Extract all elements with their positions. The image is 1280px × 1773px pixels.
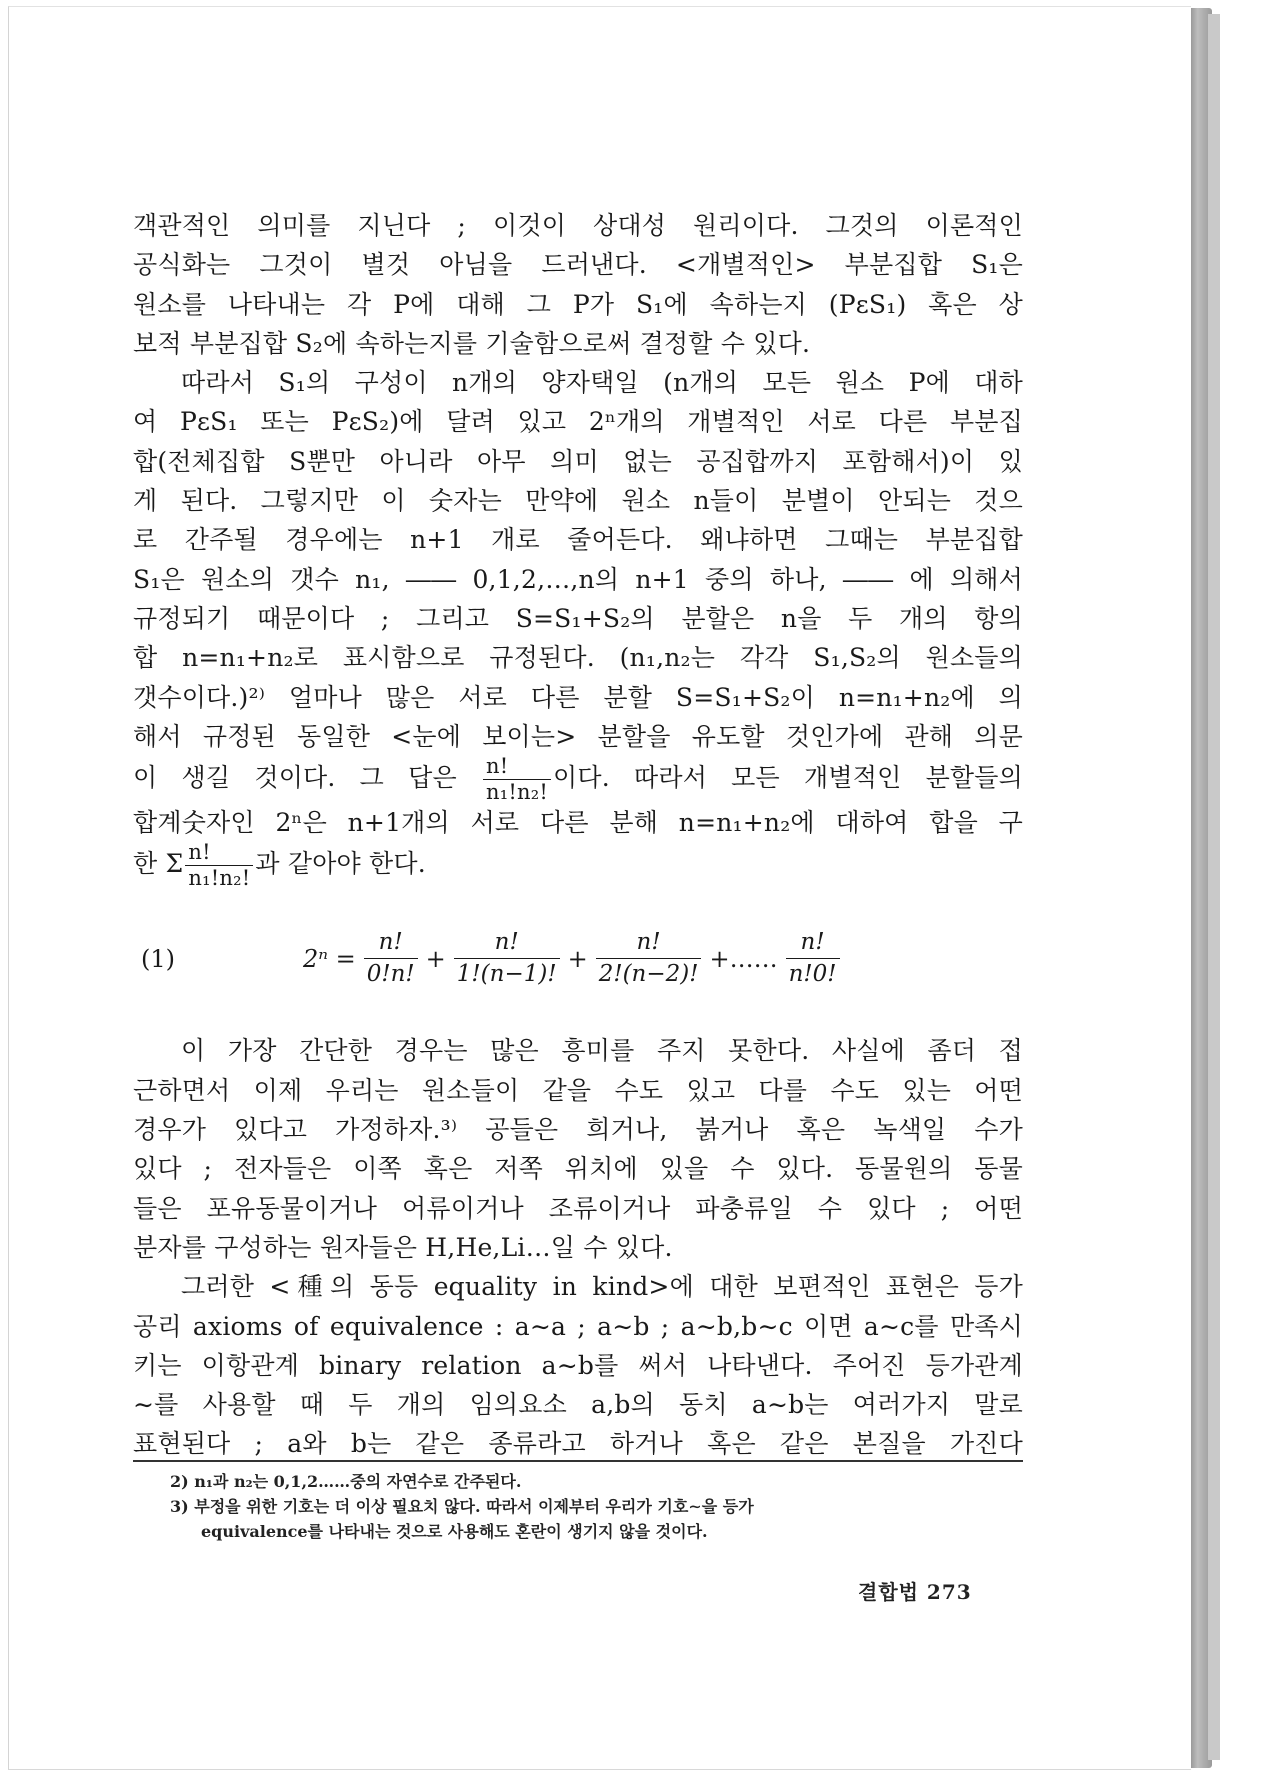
fraction-denominator: 0!n! — [366, 961, 415, 988]
display-equation — [133, 931, 1023, 995]
text-line: 원소를 나타내는 각 P에 대해 그 P가 S₁에 속하는지 (PεS₁) 혹은 상 — [133, 289, 1023, 319]
page-edge-stack — [1208, 14, 1220, 1760]
text-line: 근하면서 이제 우리는 원소들이 같을 수도 있고 다를 수도 있는 어떤 — [133, 1075, 1023, 1105]
equation-term — [596, 931, 702, 986]
fraction-denominator: n₁!n₂! — [486, 780, 548, 805]
equation-term — [454, 931, 560, 986]
text-line: 로 간주될 경우에는 n+1 개로 줄어든다. 왜냐하면 그때는 부분집합 — [133, 525, 1023, 555]
footnote-3: 3) 부정을 위한 기호는 더 이상 필요치 않다. 따라서 이제부터 우리가 기호∼을 등가 — [170, 1497, 754, 1516]
text-line: 공식화는 그것이 별것 아님을 드러낸다. <개별적인> 부분집합 S₁은 — [133, 250, 1023, 280]
fraction-denominator: n!0! — [788, 961, 837, 988]
running-footer-page-number: 결합법 273 — [858, 1580, 972, 1604]
text-run: 한 Σ — [133, 849, 184, 879]
paragraph-2 — [133, 363, 1023, 889]
text-line: 그러한 <種의 동등 equality in kind>에 대한 보편적인 표현은 등가 — [181, 1272, 1023, 1302]
plus-sign: + — [425, 944, 446, 973]
text-line: 여 PεS₁ 또는 PεS₂)에 달려 있고 2ⁿ개의 개별적인 서로 다른 부분집 — [133, 407, 1023, 437]
text-line: 공리 axioms of equivalence : a∼a ; a∼b ; a∼b,b∼c 이면 a∼c를 만족시 — [133, 1311, 1023, 1341]
text-run: 과 같아야 한다. — [255, 849, 426, 879]
equation-term — [364, 931, 418, 986]
footnote-divider — [133, 1460, 1023, 1462]
text-line: 분자를 구성하는 원자들은 H,He,Li…일 수 있다. — [133, 1232, 673, 1262]
fraction-numerator: n! — [364, 931, 418, 959]
fraction-denominator: 1!(n−1)! — [456, 961, 557, 988]
text-run: 이다. 따라서 모든 개별적인 분할들의 — [553, 763, 1023, 793]
fraction-numerator: n! — [185, 842, 253, 866]
text-line: 객관적인 의미를 지닌다 ; 이것이 상대성 원리이다. 그것의 이론적인 — [133, 211, 1023, 240]
equation-body — [303, 931, 842, 986]
text-line: 있다 ; 전자들은 이쪽 혹은 저쪽 위치에 있을 수 있다. 동물원의 동물 — [133, 1154, 1023, 1184]
text-line: 따라서 S₁의 구성이 n개의 양자택일 (n개의 모든 원소 P에 대하 — [181, 368, 1023, 398]
fraction-numerator: n! — [596, 931, 702, 959]
text-run: 이 생길 것이다. 그 답은 — [133, 763, 482, 793]
fraction-numerator: n! — [483, 756, 551, 780]
equation-number: (1) — [141, 945, 175, 974]
text-line: 합계숫자인 2ⁿ은 n+1개의 서로 다른 분해 n=n₁+n₂에 대하여 합을 구 — [133, 808, 1023, 838]
paragraph-1 — [133, 206, 1023, 363]
text-line-with-fraction — [133, 756, 1023, 803]
text-line: 이 가장 간단한 경우는 많은 흥미를 주지 못한다. 사실에 좀더 접 — [181, 1036, 1023, 1066]
fraction-denominator: n₁!n₂! — [188, 866, 251, 891]
text-line: 보적 부분집합 S₂에 속하는지를 기술함으로써 결정할 수 있다. — [133, 328, 811, 358]
footnotes — [170, 1469, 1020, 1544]
text-line: 규정되기 때문이다 ; 그리고 S=S₁+S₂의 분할은 n을 두 개의 항의 — [133, 603, 1023, 633]
equation-term — [786, 931, 840, 986]
text-line: 합(전체집합 S뿐만 아니라 아무 의미 없는 공집합까지 포함해서)이 있 — [133, 446, 1023, 476]
text-line: 경우가 있다고 가정하자.³⁾ 공들은 희거나, 붉거나 혹은 녹색일 수가 — [133, 1115, 1023, 1145]
paragraph-3 — [133, 1031, 1023, 1267]
text-line: 합 n=n₁+n₂로 표시함으로 규정된다. (n₁,n₂는 각각 S₁,S₂의 원소들의 — [133, 643, 1023, 673]
plus-ellipsis: +…… — [709, 944, 778, 973]
text-line: 들은 포유동물이거나 어류이거나 조류이거나 파충류일 수 있다 ; 어떤 — [133, 1193, 1023, 1223]
text-line: S₁은 원소의 갯수 n₁, ―― 0,1,2,…,n의 n+1 중의 하나, ―― 에 의해서 — [133, 564, 1023, 594]
text-line: ∼를 사용할 때 두 개의 임의요소 a,b의 동치 a∼b는 여러가지 말로 — [133, 1390, 1023, 1420]
plus-sign: + — [567, 944, 588, 973]
text-line: 갯수이다.)²⁾ 얼마나 많은 서로 다른 분할 S=S₁+S₂이 n=n₁+n₂에 의 — [133, 682, 1023, 712]
inline-fraction — [483, 756, 551, 803]
text-line-with-fraction — [133, 842, 1023, 889]
equation-lhs: 2ⁿ = — [303, 944, 356, 973]
footnote-2: 2) n₁과 n₂는 0,1,2……중의 자연수로 간주된다. — [170, 1472, 522, 1491]
text-line: 게 된다. 그렇지만 이 숫자는 만약에 원소 n들이 분별이 안되는 것으 — [133, 486, 1023, 516]
footnote-3-continuation: equivalence를 나타내는 것으로 사용해도 혼란이 생기지 않을 것이다. — [201, 1522, 708, 1541]
fraction-denominator: 2!(n−2)! — [598, 961, 699, 988]
text-line: 표현된다 ; a와 b는 같은 종류라고 하거나 혹은 같은 본질을 가진다 — [133, 1429, 1023, 1459]
paragraph-4 — [133, 1267, 1023, 1463]
fraction-numerator: n! — [454, 931, 560, 959]
fraction-numerator: n! — [786, 931, 840, 959]
text-line: 키는 이항관계 binary relation a∼b를 써서 나타낸다. 주어진 등가관계 — [133, 1350, 1023, 1380]
inline-fraction — [185, 842, 253, 889]
page-body — [133, 206, 1023, 1464]
text-line: 해서 규정된 동일한 <눈에 보이는> 분할을 유도할 것인가에 관해 의문 — [133, 721, 1023, 751]
